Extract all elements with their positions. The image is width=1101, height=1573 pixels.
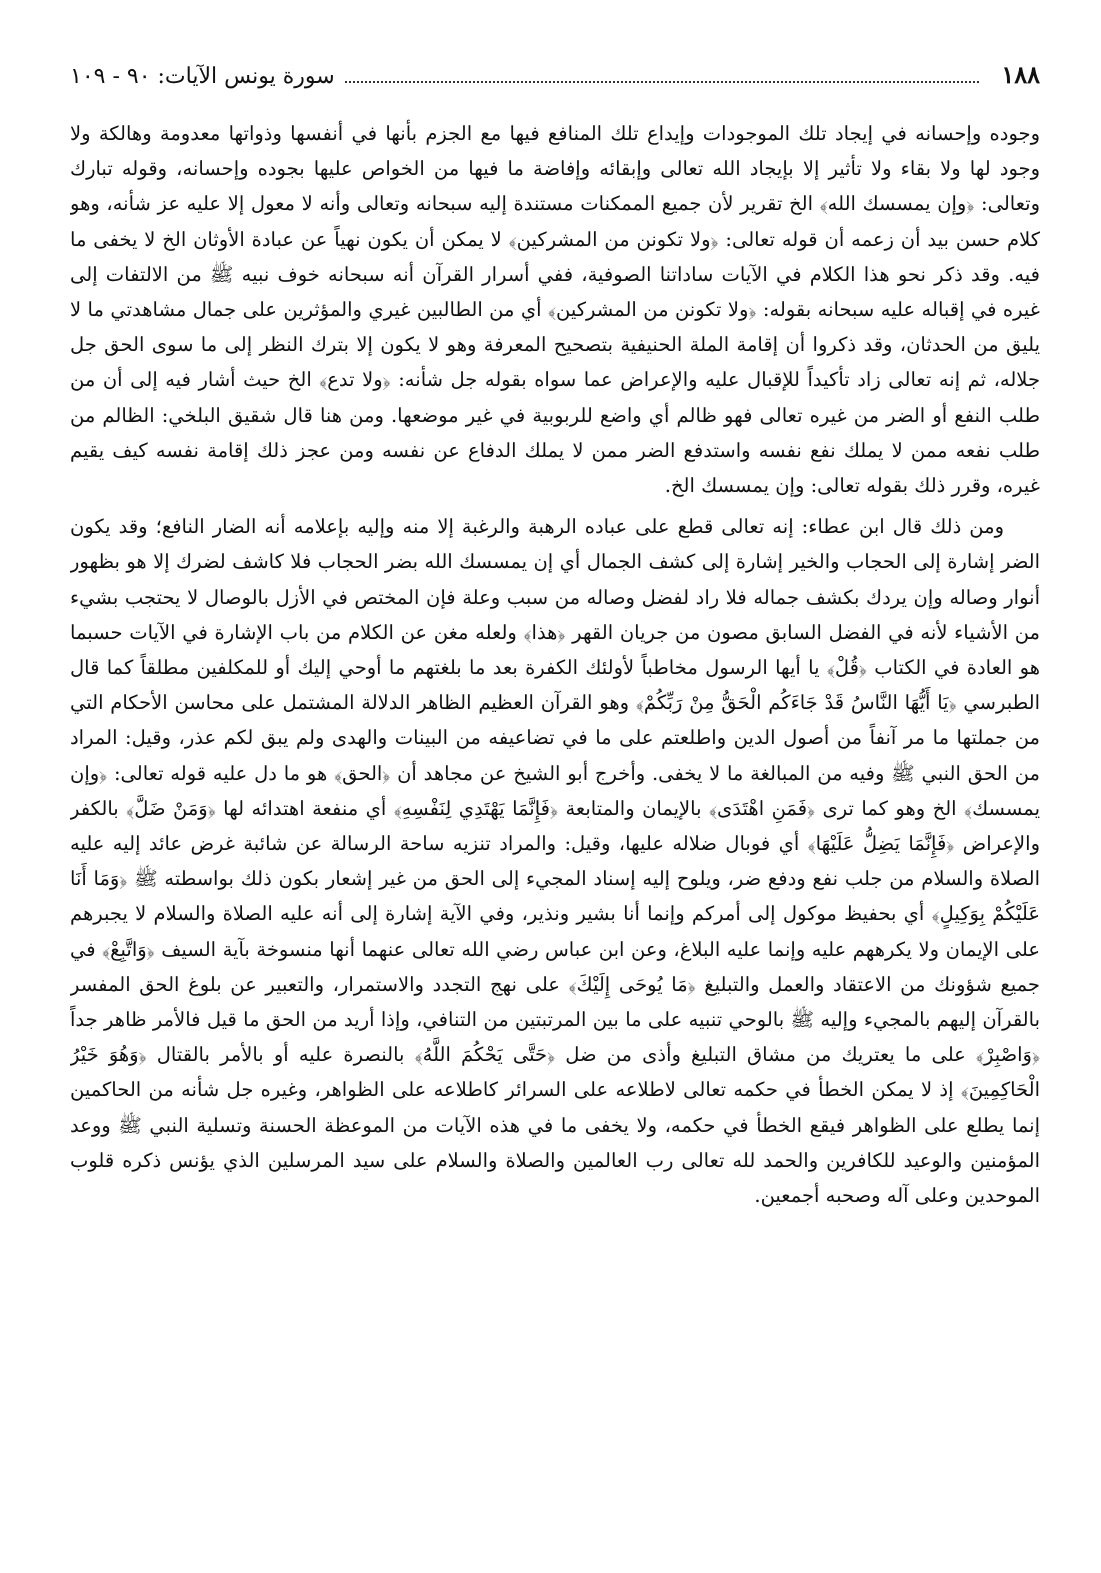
body-text [70,116,1040,1213]
page-header [70,60,1040,100]
paragraph-1: وجوده وإحسانه في إيجاد تلك الموجودات وإيداع تلك المنافع فيها مع الجزم بأنها في أنفسها وذواتها معدومة وهالكة ولا وجود لها ولا بقاء ولا تأثير إلا بإيجاد الله تعالى وإبقائه وإفاضة ما فيها من الخواص عليها بجوده وإحسانه، وقوله تبارك وتعالى: ﴿وإن يمسسك الله﴾ الخ تقرير لأن جميع الممكنات مستندة إليه سبحانه وتعالى وأنه لا معول إلا عليه عز شأنه، وهو كلام حسن بيد أن زعمه أن قوله تعالى: ﴿ولا تكونن من المشركين﴾ لا يمكن أن يكون نهياً عن عبادة الأوثان الخ لا يخفى ما فيه. وقد ذكر نحو هذا الكلام في الآيات ساداتنا الصوفية، ففي أسرار القرآن أنه سبحانه خوف نبيه ﷺ من الالتفات إلى غيره في إقباله عليه سبحانه بقوله: ﴿ولا تكونن من المشركين﴾ أي من الطالبين غيري والمؤثرين على جمال مشاهدتي ما لا يليق من الحدثان، وقد ذكروا أن إقامة الملة الحنيفية بتصحيح المعرفة وهو لا يكون إلا بترك النظر إلى ما سوى الحق جل جلاله، ثم إنه تعالى زاد تأكيداً للإقبال عليه والإعراض عما سواه بقوله جل شأنه: ﴿ولا تدع﴾ الخ حيث أشار فيه إلى أن من طلب النفع أو الضر من غيره تعالى فهو ظالم أي واضع للربوبية في غير موضعها. ومن هنا قال شقيق البلخي: الظالم من طلب نفعه ممن لا يملك نفع نفسه واستدفع الضر ممن لا يملك الدفاع عن نفسه ومن عجز ذلك إقامة نفسه كيف يقيم غيره، وقرر ذلك بقوله تعالى: وإن يمسسك الخ. [70,122,1040,498]
page-number: ١٨٨ [1001,60,1040,89]
header-dot-leader [345,80,980,83]
document-page [70,60,1040,1540]
paragraph-2: ومن ذلك قال ابن عطاء: إنه تعالى قطع على عباده الرهبة والرغبة إلا منه وإليه بإعلامه أنه الضار النافع؛ وقد يكون الضر إشارة إلى الحجاب والخير إشارة إلى كشف الجمال أي إن يمسسك الله بضر الحجاب فلا كاشف لضرك إلا هو بظهور أنوار وصاله وإن يردك بكشف جماله فلا راد لفضل وصاله من سبب وعلة فإن المختص في الأزل بالوصال لا يحتجب بشيء من الأشياء لأنه في الفضل السابق مصون من جريان القهر ﴿هذا﴾ ولعله مغن عن الكلام من باب الإشارة في الآيات حسبما هو العادة في الكتاب ﴿قُلْ﴾ يا أيها الرسول مخاطباً لأولئك الكفرة بعد ما بلغتهم ما أوحي إليك أو للمكلفين مطلقاً كما قال الطبرسي ﴿يَا أَيُّهَا النَّاسُ قَدْ جَاءَكُم الْحَقُّ مِنْ رَبِّكُمْ﴾ وهو القرآن العظيم الظاهر الدلالة المشتمل على محاسن الأحكام التي من جملتها ما مر آنفاً من أصول الدين واطلعتم على ما في تضاعيفه من البينات والهدى ولم يبق لكم عذر، وقيل: المراد من الحق النبي ﷺ وفيه من المبالغة ما لا يخفى. وأخرج أبو الشيخ عن مجاهد أن ﴿الحق﴾ هو ما دل عليه قوله تعالى: ﴿وإن يمسسك﴾ الخ وهو كما ترى ﴿فَمَنِ اهْتَدَى﴾ بالإيمان والمتابعة ﴿فَإِنَّمَا يَهْتَدِي لِنَفْسِهِ﴾ أي منفعة اهتدائه لها ﴿وَمَنْ ضَلَّ﴾ بالكفر والإعراض ﴿فَإِنَّمَا يَضِلُّ عَلَيْهَا﴾ أي فوبال ضلاله عليها، وقيل: والمراد تنزيه ساحة الرسالة عن شائبة غرض عائد إليه عليه الصلاة والسلام من جلب نفع ودفع ضر، ويلوح إليه إسناد المجيء إلى الحق من غير إشعار بكون ذلك بواسطته ﷺ ﴿وَمَا أَنَا عَلَيْكُمْ بِوَكِيلٍ﴾ أي بحفيظ موكول إلى أمركم وإنما أنا بشير ونذير، وفي الآية إشارة إلى أنه عليه الصلاة والسلام لا يجبرهم على الإيمان ولا يكرههم عليه وإنما عليه البلاغ، وعن ابن عباس رضي الله تعالى عنهما أنها منسوخة بآية السيف ﴿وَاتَّبِعْ﴾ في جميع شؤونك من الاعتقاد والعمل والتبليغ ﴿مَا يُوحَى إِلَيْكَ﴾ على نهج التجدد والاستمرار، والتعبير عن بلوغ الحق المفسر بالقرآن إليهم بالمجيء وإليه ﷺ بالوحي تنبيه على ما بين المرتبتين من التنافي، وإذا أريد من الحق ما قيل فالأمر ظاهر جداً ﴿وَاصْبِرْ﴾ على ما يعتريك من مشاق التبليغ وأذى من ضل ﴿حَتَّى يَحْكُمَ اللَّهُ﴾ بالنصرة عليه أو بالأمر بالقتال ﴿وَهُوَ خَيْرُ الْحَاكِمِينَ﴾ إذ لا يمكن الخطأ في حكمه تعالى لاطلاعه على السرائر كاطلاعه على الظواهر، وغيره جل شأنه من الحاكمين إنما يطلع على الظواهر فيقع الخطأ في حكمه، ولا يخفى ما في هذه الآيات من الموعظة الحسنة وتسلية النبي ﷺ ووعد المؤمنين والوعيد للكافرين والحمد لله تعالى رب العالمين والصلاة والسلام على سيد المرسلين الذي يؤنس ذكره قلوب الموحدين وعلى آله وصحبه أجمعين. [70,515,1040,1208]
running-title: سورة يونس الآيات: ٩٠ - ١٠٩ [70,64,335,89]
